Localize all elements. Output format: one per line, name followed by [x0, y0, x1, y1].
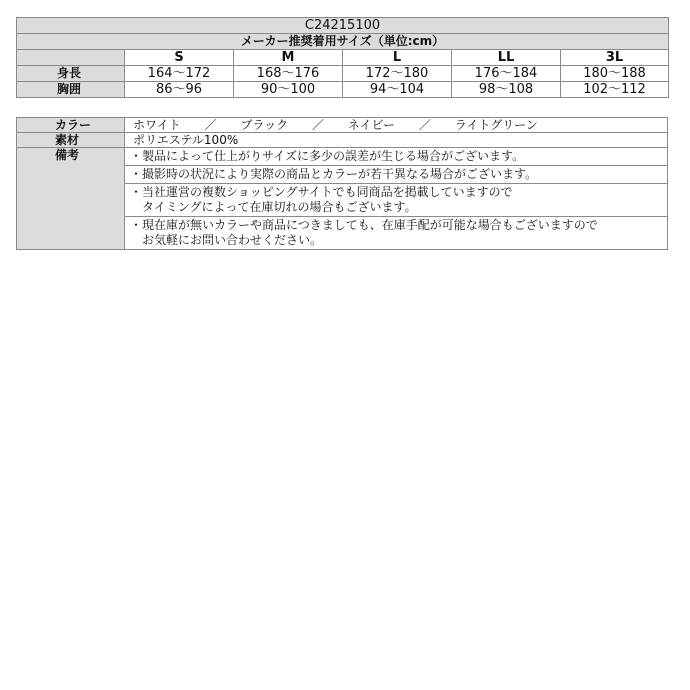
note-line: ・現在庫が無いカラーや商品につきましても、在庫手配が可能な場合もございますので	[130, 218, 598, 232]
info-table	[16, 117, 668, 250]
size-header-corner	[17, 50, 125, 66]
product-code-row	[17, 18, 669, 34]
chest-value-s: 86～96	[125, 82, 234, 98]
note-item	[125, 217, 668, 250]
notes-row	[17, 148, 668, 166]
size-header-row	[17, 50, 669, 66]
note-line: ・製品によって仕上がりサイズに多少の誤差が生じる場合がございます。	[130, 149, 525, 163]
height-value-l: 172～180	[343, 66, 452, 82]
size-header-3l: 3L	[561, 50, 669, 66]
product-code: C24215100	[17, 18, 669, 34]
height-value-ll: 176～184	[452, 66, 561, 82]
height-value-s: 164～172	[125, 66, 234, 82]
note-line: タイミングによって在庫切れの場合もございます。	[142, 200, 417, 214]
subtitle-row	[17, 34, 669, 50]
size-header-m: M	[234, 50, 343, 66]
color-option-light-green: ライトグリーン	[454, 118, 538, 132]
chest-value-m: 90～100	[234, 82, 343, 98]
color-separator: ／	[204, 118, 217, 132]
height-label: 身長	[17, 66, 125, 82]
note-item	[125, 184, 668, 217]
chest-value-l: 94～104	[343, 82, 452, 98]
size-table	[16, 17, 669, 98]
color-label: カラー	[17, 118, 125, 133]
color-option-black: ブラック	[240, 118, 289, 132]
size-header-s: S	[125, 50, 234, 66]
chest-label: 胸囲	[17, 82, 125, 98]
material-label: 素材	[17, 133, 125, 148]
color-option-white: ホワイト	[133, 118, 181, 132]
note-item	[125, 148, 668, 166]
size-header-l: L	[343, 50, 452, 66]
color-separator: ／	[311, 118, 324, 132]
note-line: ・撮影時の状況により実際の商品とカラーが若干異なる場合がございます。	[130, 167, 538, 181]
color-option-navy: ネイビー	[347, 118, 396, 132]
note-line: お気軽にお問い合わせください。	[142, 233, 323, 247]
size-header-ll: LL	[452, 50, 561, 66]
height-row	[17, 66, 669, 82]
chest-row	[17, 82, 669, 98]
note-item	[125, 166, 668, 184]
height-value-3l: 180～188	[561, 66, 669, 82]
material-value: ポリエステル100%	[125, 133, 668, 148]
chest-value-ll: 98～108	[452, 82, 561, 98]
notes-label: 備考	[17, 148, 125, 250]
color-row	[17, 118, 668, 133]
material-row	[17, 133, 668, 148]
size-table-subtitle: メーカー推奨着用サイズ（単位:cm）	[17, 34, 669, 50]
height-value-m: 168～176	[234, 66, 343, 82]
color-options	[125, 118, 668, 133]
chest-value-3l: 102～112	[561, 82, 669, 98]
color-separator: ／	[418, 118, 431, 132]
note-line: ・当社運営の複数ショッピングサイトでも同商品を掲載していますので	[130, 185, 513, 199]
